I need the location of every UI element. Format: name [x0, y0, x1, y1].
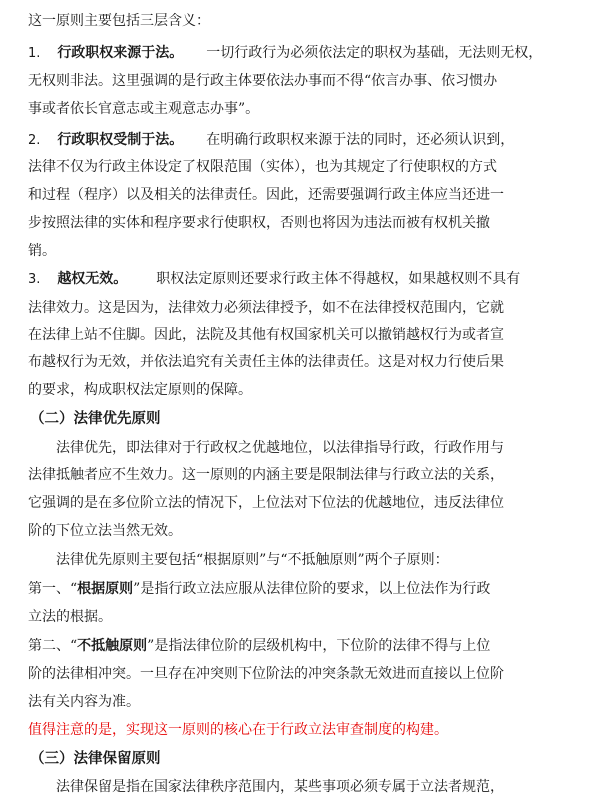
- point-2-line-4: 步按照法律的实体和程序要求行使职权，否则也将因为违法而被有权机关撤: [28, 215, 490, 231]
- point-1-line-1: [28, 44, 542, 63]
- second-subprinciple-line-2: 阶的法律相冲突。一旦存在冲突则下位阶法的冲突条款无效进而直接以上位阶: [28, 666, 504, 682]
- section-2-para-1-line-2: 法律抵触者应不生效力。这一原则的内涵主要是限制法律与行政立法的关系，: [28, 467, 504, 483]
- second-prefix: 第二、“: [28, 638, 78, 654]
- highlighted-note: 值得注意的是，实现这一原则的核心在于行政立法审查制度的构建。: [28, 722, 448, 738]
- second-suffix: ”是指法律位阶的层级机构中，下位阶的法律不得与上位: [147, 638, 491, 654]
- point-2-title: 行政职权受制于法。: [57, 132, 184, 148]
- point-3-number: 3.: [28, 272, 41, 287]
- first-suffix: ”是指行政立法应服从法律位阶的要求，以上位法作为行政: [133, 581, 491, 597]
- section-3-heading: （三）法律保留原则: [30, 751, 161, 767]
- section-2-para-1-line-4: 阶的下位立法当然无效。: [28, 523, 182, 539]
- section-2-para-1-line-1: 法律优先，即法律对于行政权之优越地位，以法律指导行政，行政作用与: [56, 440, 504, 456]
- point-1-number: 1.: [28, 46, 41, 61]
- point-3-text: 职权法定原则还要求行政主体不得越权，如果越权则不具有: [156, 271, 521, 287]
- point-3-line-5: 的要求，构成职权法定原则的保障。: [28, 382, 252, 398]
- point-3-line-3: 在法律上站不住脚。因此，法院及其他有权国家机关可以撤销越权行为或者宣: [28, 327, 504, 343]
- first-subprinciple-line-2: 立法的根据。: [28, 609, 112, 625]
- section-2-para-2: 法律优先原则主要包括“根据原则”与“不抵触原则”两个子原则：: [56, 552, 449, 568]
- first-prefix: 第一、“: [28, 581, 78, 597]
- point-3-line-2: 法律效力。这是因为，法律效力必须法律授予，如不在法律授权范围内，它就: [28, 300, 504, 316]
- section-2-heading: （二）法律优先原则: [30, 411, 161, 427]
- point-2-text: 在明确行政职权来源于法的同时，还必须认识到，: [206, 132, 515, 148]
- point-3-title: 越权无效。: [57, 271, 128, 287]
- point-2-line-3: 和过程（程序）以及相关的法律责任。因此，还需要强调行政主体应当还进一: [28, 187, 504, 203]
- point-2-line-1: [28, 131, 514, 150]
- point-2-line-2: 法律不仅为行政主体设定了权限范围（实体），也为其规定了行使职权的方式: [28, 159, 497, 175]
- first-subprinciple-line-1: [28, 580, 490, 598]
- second-subprinciple-line-1: [28, 637, 490, 655]
- point-3-line-4: 布越权行为无效，并依法追究有关责任主体的法律责任。这是对权力行使后果: [28, 354, 504, 370]
- point-2-line-5: 销。: [28, 243, 56, 259]
- section-3-para-1-line-1: 法律保留是指在国家法律秩序范围内，某些事项必须专属于立法者规范，: [56, 779, 504, 795]
- point-1-text: 一切行政行为必须依法定的职权为基础，无法则无权，: [206, 45, 543, 61]
- first-term: 根据原则: [77, 581, 134, 597]
- section-2-para-1-line-3: 它强调的是在多位阶立法的情况下，上位法对下位法的优越地位，违反法律位: [28, 495, 504, 511]
- point-3-line-1: [28, 270, 520, 289]
- point-1-title: 行政职权来源于法。: [57, 45, 184, 61]
- point-1-line-2: 无权则非法。这里强调的是行政主体要依法办事而不得“依言办事、依习惯办: [28, 73, 498, 89]
- second-term: 不抵触原则: [77, 638, 148, 654]
- intro-text: 这一原则主要包括三层含义：: [28, 13, 210, 29]
- second-subprinciple-line-3: 法有关内容为准。: [28, 694, 140, 710]
- point-1-line-3: 事或者依长官意志或主观意志办事”。: [28, 101, 260, 117]
- point-2-number: 2.: [28, 133, 41, 148]
